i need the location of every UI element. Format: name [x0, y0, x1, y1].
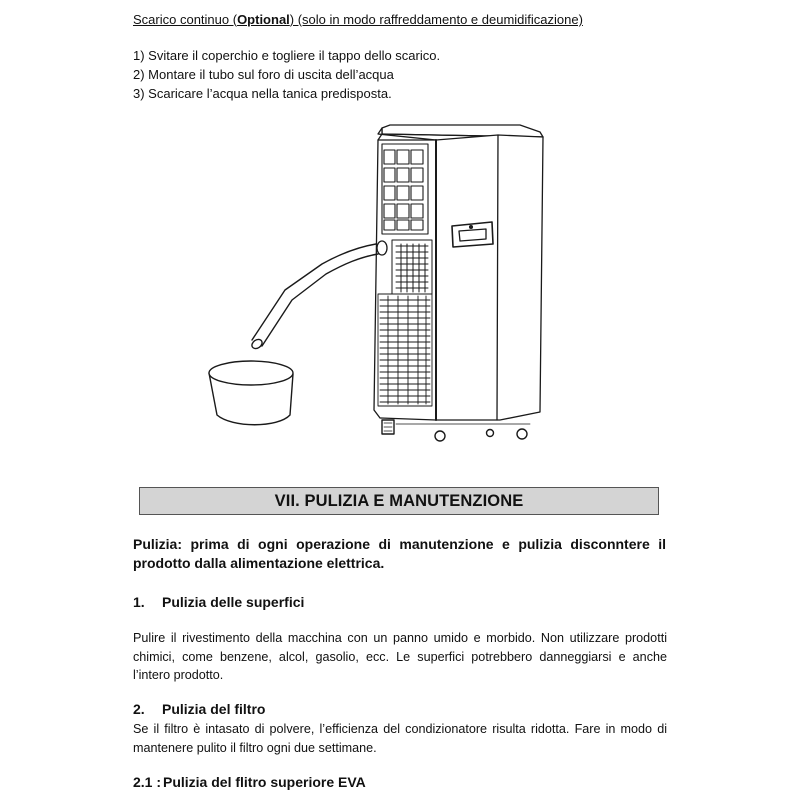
section-2-number: 2.: [133, 701, 145, 717]
drain-step-1: 1) Svitare il coperchio e togliere il tappo dello scarico.: [133, 48, 441, 63]
section-2-text: [133, 720, 667, 757]
air-conditioner-drain-illustration: [200, 118, 560, 448]
intro-line-2: prodotto dalla alimentazione elettrica.: [133, 555, 385, 571]
middle-filter: [392, 240, 432, 294]
drain-heading: [133, 10, 583, 29]
side-handle: [452, 222, 493, 247]
section-1-line-2: chimici, come benzene, alcol, gasolio, ecc. Le superfici potrebbero danneggiarsi e anche: [133, 649, 667, 664]
drain-heading-bold: Optional: [237, 12, 290, 27]
section-1-line-1: Pulire il rivestimento della macchina con un panno umido e morbido. Non utilizzare prodotti: [133, 631, 667, 645]
drain-heading-prefix: Scarico continuo (: [133, 12, 238, 27]
drain-heading-suffix: ) (solo in modo raffreddamento e deumidificazione): [289, 12, 583, 27]
intro-line-1: Pulizia: prima di ogni operazione di manutenzione e pulizia disconntere il: [133, 536, 666, 552]
section-1-line-3: l’intero prodotto.: [133, 668, 224, 682]
section-2-line-1: Se il filtro è intasato di polvere, l’efficienza del condizionatore risulta ridotta. Fare in modo di: [133, 722, 667, 736]
section-1-number: 1.: [133, 594, 145, 610]
section-2-heading: [133, 701, 265, 717]
subsection-2-1-title: Pulizia del flitro superiore EVA: [163, 774, 366, 790]
wheels: [382, 420, 530, 441]
top-grille: [382, 144, 428, 234]
drain-step-2: 2) Montare il tubo sul foro di uscita dell’acqua: [133, 67, 394, 82]
section-2-line-2: mantenere pulito il filtro ogni due settimane.: [133, 740, 377, 755]
subsection-2-1-heading: [133, 774, 366, 790]
section-banner-title: VII. PULIZIA E MANUTENZIONE: [274, 491, 524, 510]
drain-hose: [250, 244, 378, 350]
drain-step-3: 3) Scaricare l’acqua nella tanica predisposta.: [133, 86, 392, 101]
section-1-text: [133, 629, 667, 685]
lower-grille: [378, 294, 432, 406]
section-1-heading: [133, 594, 304, 610]
subsection-2-1-number: 2.1 :: [133, 774, 162, 790]
section-banner: [139, 487, 659, 515]
water-bucket: [209, 361, 293, 425]
section-2-title: Pulizia del filtro: [162, 701, 266, 717]
intro-paragraph: [133, 535, 666, 573]
section-1-title: Pulizia delle superfici: [162, 594, 305, 610]
